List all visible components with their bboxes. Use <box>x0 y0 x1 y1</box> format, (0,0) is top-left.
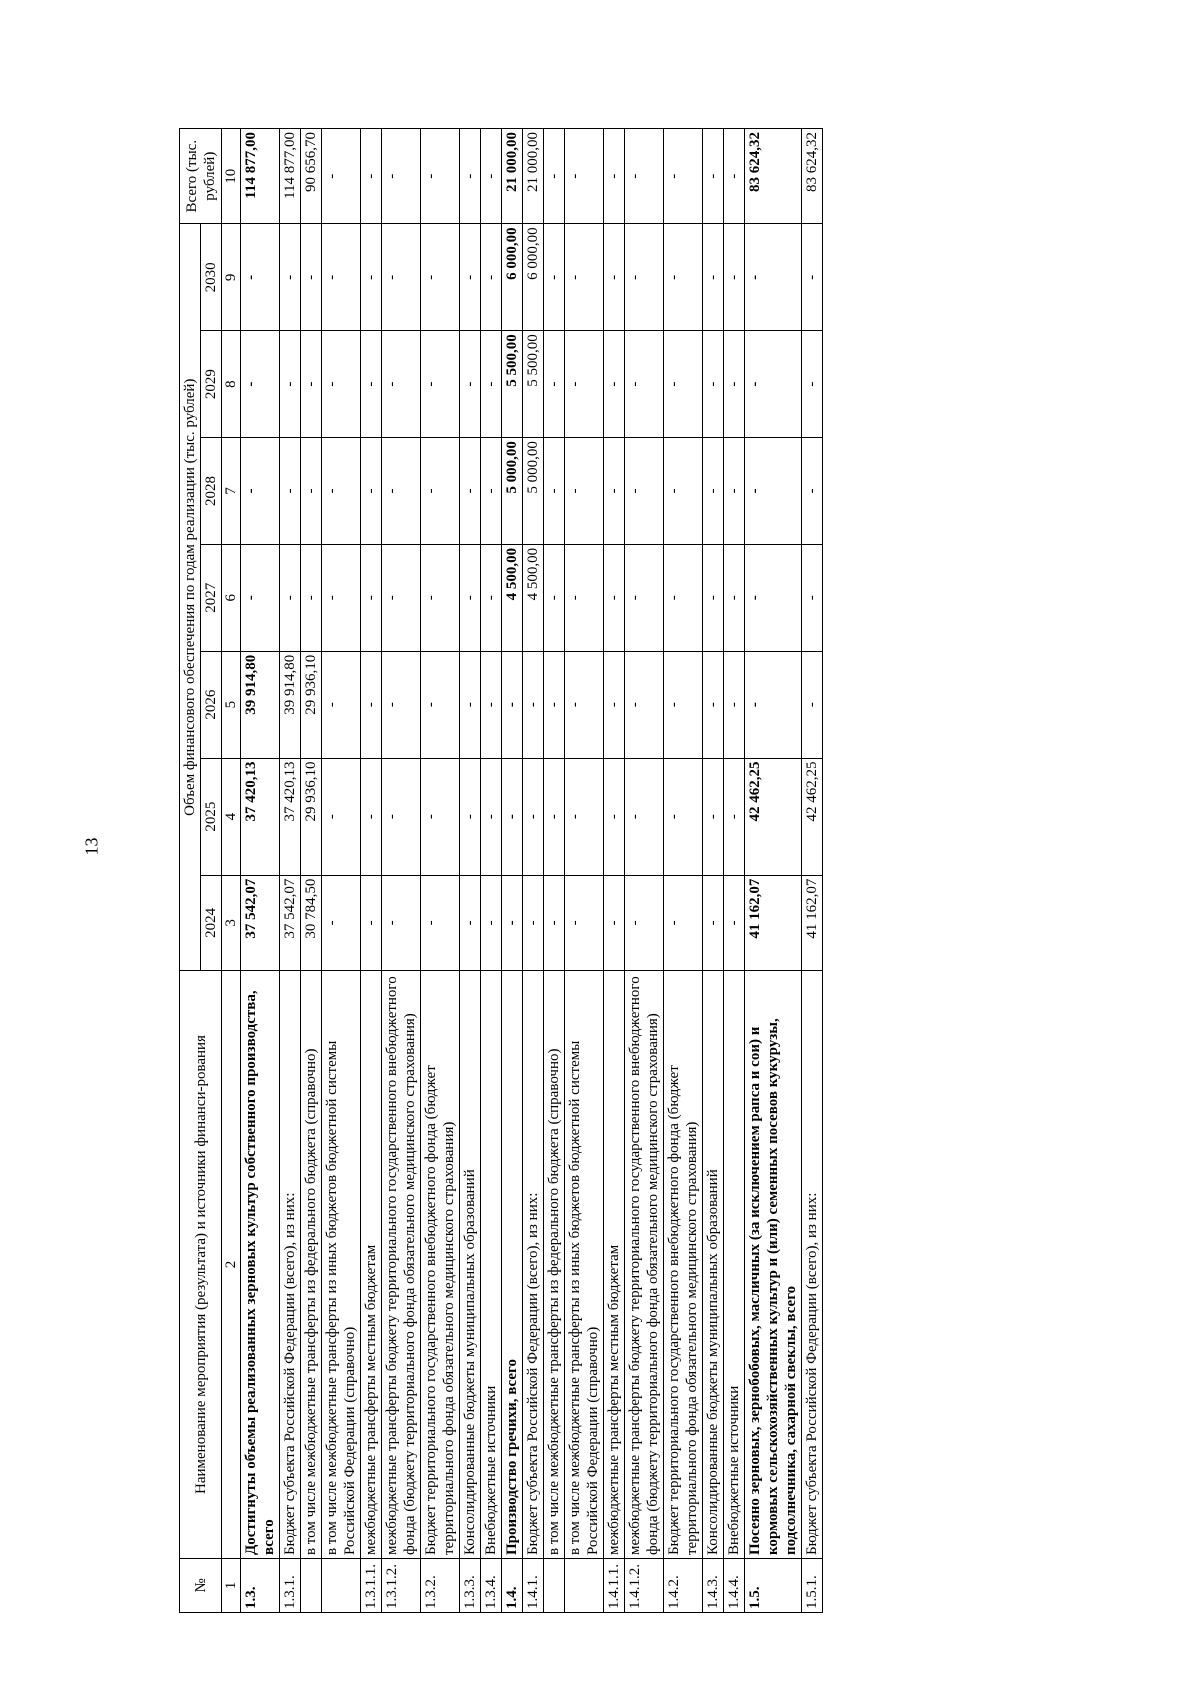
financing-table <box>179 128 823 1613</box>
row-value: - <box>322 331 361 438</box>
table-row <box>481 129 502 1613</box>
row-value: 37 542,07 <box>280 875 301 970</box>
row-value: - <box>481 544 502 651</box>
header-year: 2028 <box>201 438 222 545</box>
row-total: 90 656,70 <box>301 129 322 224</box>
row-value: - <box>724 758 745 875</box>
row-value: - <box>745 224 802 331</box>
row-value: - <box>460 331 481 438</box>
rotated-table-container <box>179 128 1061 1613</box>
column-index: 4 <box>222 758 241 875</box>
row-value: - <box>382 544 421 651</box>
row-value: - <box>361 544 382 651</box>
row-value: - <box>745 651 802 758</box>
header-year: 2029 <box>201 331 222 438</box>
row-total: - <box>664 129 703 224</box>
row-value: - <box>565 438 604 545</box>
row-value: - <box>565 651 604 758</box>
row-code: 1.3.4. <box>481 1559 502 1613</box>
header-year: 2025 <box>201 758 222 875</box>
row-value: - <box>241 331 280 438</box>
row-value: - <box>322 438 361 545</box>
row-value: - <box>460 758 481 875</box>
table-row <box>604 129 625 1613</box>
row-name: межбюджетные трансферты бюджету территориального государственного внебюджетного фонда (бюджету территориального фонда обязательного медицинского страхования) <box>382 970 421 1558</box>
row-value: 6 000,00 <box>502 224 523 331</box>
row-total: - <box>565 129 604 224</box>
table-body <box>241 129 823 1613</box>
row-total: 114 877,00 <box>280 129 301 224</box>
row-value: - <box>745 438 802 545</box>
row-value: - <box>280 224 301 331</box>
row-value: 41 162,07 <box>745 875 802 970</box>
column-index: 9 <box>222 224 241 331</box>
row-total: - <box>421 129 460 224</box>
row-value: - <box>280 331 301 438</box>
row-value: - <box>460 875 481 970</box>
row-value: - <box>301 438 322 545</box>
row-name: в том числе межбюджетные трансферты из федерального бюджета (справочно) <box>301 970 322 1558</box>
row-value: - <box>544 651 565 758</box>
row-code <box>301 1559 322 1613</box>
row-total: 21 000,00 <box>502 129 523 224</box>
row-code: 1.3. <box>241 1559 280 1613</box>
row-value: - <box>625 544 664 651</box>
row-value: - <box>703 544 724 651</box>
row-value: - <box>481 875 502 970</box>
row-value: - <box>322 758 361 875</box>
row-value: - <box>421 651 460 758</box>
row-value: - <box>565 544 604 651</box>
row-code: 1.3.1. <box>280 1559 301 1613</box>
row-value: 5 000,00 <box>523 438 544 545</box>
row-code <box>322 1559 361 1613</box>
row-value: - <box>460 544 481 651</box>
row-value: - <box>361 651 382 758</box>
row-value: 42 462,25 <box>802 758 823 875</box>
row-code: 1.4.1.1. <box>604 1559 625 1613</box>
row-name: Внебюджетные источники <box>724 970 745 1558</box>
row-value: - <box>664 544 703 651</box>
row-code <box>565 1559 604 1613</box>
row-value: - <box>241 544 280 651</box>
row-code: 1.4.1.2. <box>625 1559 664 1613</box>
row-code: 1.3.1.1. <box>361 1559 382 1613</box>
row-value: - <box>322 224 361 331</box>
row-value: - <box>565 224 604 331</box>
row-value: - <box>280 438 301 545</box>
table-row <box>502 129 523 1613</box>
row-name: Бюджет субъекта Российской Федерации (всего), из них: <box>280 970 301 1558</box>
row-value: - <box>664 438 703 545</box>
table-row <box>703 129 724 1613</box>
header-name: Наименование мероприятия (результата) и источники финанси-рования <box>180 970 222 1558</box>
row-value: 30 784,50 <box>301 875 322 970</box>
row-value: - <box>361 875 382 970</box>
header-row-column-index <box>222 129 241 1613</box>
row-value: - <box>361 224 382 331</box>
row-name: в том числе межбюджетные трансферты из федерального бюджета (справочно) <box>544 970 565 1558</box>
row-value: 6 000,00 <box>523 224 544 331</box>
row-code: 1.4. <box>502 1559 523 1613</box>
table-row <box>361 129 382 1613</box>
row-total: - <box>361 129 382 224</box>
row-value: - <box>802 438 823 545</box>
row-value: - <box>421 438 460 545</box>
table-row <box>802 129 823 1613</box>
row-value: 5 500,00 <box>502 331 523 438</box>
row-value: - <box>460 651 481 758</box>
table-row <box>421 129 460 1613</box>
row-value: - <box>502 651 523 758</box>
row-value: - <box>421 331 460 438</box>
row-value: - <box>361 438 382 545</box>
row-value: - <box>604 651 625 758</box>
row-value: - <box>322 875 361 970</box>
row-value: - <box>625 651 664 758</box>
row-value: - <box>322 544 361 651</box>
row-value: 4 500,00 <box>523 544 544 651</box>
column-index: 7 <box>222 438 241 545</box>
row-code: 1.3.1.2. <box>382 1559 421 1613</box>
row-name: межбюджетные трансферты местным бюджетам <box>361 970 382 1558</box>
column-index: 6 <box>222 544 241 651</box>
row-value: - <box>523 651 544 758</box>
row-value: - <box>724 651 745 758</box>
row-value: 5 000,00 <box>502 438 523 545</box>
row-value: - <box>604 224 625 331</box>
row-value: - <box>322 651 361 758</box>
table-row <box>664 129 703 1613</box>
table-row <box>301 129 322 1613</box>
row-total: 114 877,00 <box>241 129 280 224</box>
row-value: - <box>604 875 625 970</box>
row-name: межбюджетные трансферты бюджету территориального государственного внебюджетного фонда (бюджету территориального фонда обязательного медицинского страхования) <box>625 970 664 1558</box>
table-row <box>523 129 544 1613</box>
row-value: - <box>544 544 565 651</box>
row-value: - <box>382 331 421 438</box>
row-total: - <box>604 129 625 224</box>
row-value: - <box>460 224 481 331</box>
row-value: - <box>703 438 724 545</box>
table-row <box>460 129 481 1613</box>
row-name: межбюджетные трансферты местным бюджетам <box>604 970 625 1558</box>
row-value: - <box>745 544 802 651</box>
row-value: - <box>802 544 823 651</box>
row-value: - <box>724 875 745 970</box>
row-value: - <box>481 438 502 545</box>
row-value: - <box>301 544 322 651</box>
row-value: - <box>382 758 421 875</box>
row-code: 1.3.3. <box>460 1559 481 1613</box>
column-index: 3 <box>222 875 241 970</box>
row-value: - <box>280 544 301 651</box>
row-name: Достигнуты объемы реализованных зерновых культур собственного производства, всего <box>241 970 280 1558</box>
row-value: - <box>664 651 703 758</box>
header-volume: Объем финансового обеспечения по годам реализации (тыс. рублей) <box>180 224 201 971</box>
row-name: Внебюджетные источники <box>481 970 502 1558</box>
row-value: - <box>301 331 322 438</box>
row-value: - <box>481 758 502 875</box>
row-value: - <box>241 438 280 545</box>
row-value: 29 936,10 <box>301 758 322 875</box>
row-value: - <box>664 224 703 331</box>
row-value: - <box>703 651 724 758</box>
column-index: 2 <box>222 970 241 1558</box>
page-number: 13 <box>81 837 102 856</box>
row-value: - <box>604 438 625 545</box>
column-index: 10 <box>222 129 241 224</box>
row-code: 1.4.1. <box>523 1559 544 1613</box>
header-no: № <box>180 1559 222 1613</box>
row-code <box>544 1559 565 1613</box>
row-value: - <box>625 875 664 970</box>
row-total: - <box>322 129 361 224</box>
row-value: - <box>664 331 703 438</box>
row-value: 4 500,00 <box>502 544 523 651</box>
row-value: - <box>544 875 565 970</box>
row-value: 37 420,13 <box>241 758 280 875</box>
row-value: - <box>523 875 544 970</box>
row-value: - <box>544 438 565 545</box>
row-value: 39 914,80 <box>280 651 301 758</box>
column-index: 1 <box>222 1559 241 1613</box>
row-value: - <box>565 758 604 875</box>
row-value: 29 936,10 <box>301 651 322 758</box>
row-total: - <box>382 129 421 224</box>
row-name: Бюджет субъекта Российской Федерации (всего), из них: <box>523 970 544 1558</box>
row-name: в том числе межбюджетные трансферты из иных бюджетов бюджетной системы Российской Федерации (справочно) <box>322 970 361 1558</box>
row-value: - <box>625 224 664 331</box>
header-year: 2024 <box>201 875 222 970</box>
row-value: - <box>604 331 625 438</box>
row-total: - <box>481 129 502 224</box>
row-value: - <box>745 331 802 438</box>
header-year: 2027 <box>201 544 222 651</box>
row-value: - <box>421 875 460 970</box>
row-value: - <box>724 224 745 331</box>
header-row-1 <box>180 129 201 1613</box>
row-value: - <box>724 438 745 545</box>
row-name: Консолидированные бюджеты муниципальных образований <box>703 970 724 1558</box>
row-value: - <box>382 651 421 758</box>
row-value: - <box>382 875 421 970</box>
table-row <box>382 129 421 1613</box>
row-value: - <box>703 331 724 438</box>
row-value: - <box>241 224 280 331</box>
row-name: Бюджет субъекта Российской Федерации (всего), из них: <box>802 970 823 1558</box>
row-total: - <box>460 129 481 224</box>
header-total: Всего (тыс. рублей) <box>180 129 222 224</box>
row-code: 1.4.2. <box>664 1559 703 1613</box>
row-value: - <box>481 331 502 438</box>
row-value: - <box>703 875 724 970</box>
row-name: Посеяно зерновых, зернобобовых, масличных (за исключением рапса и сои) и кормовых сельскохозяйственных культур и (или) семенных посевов кукурузы, подсолнечника, сахарной свеклы, всего <box>745 970 802 1558</box>
column-index: 8 <box>222 331 241 438</box>
row-value: 41 162,07 <box>802 875 823 970</box>
row-value: - <box>460 438 481 545</box>
row-value: - <box>544 224 565 331</box>
row-value: 42 462,25 <box>745 758 802 875</box>
table-row <box>625 129 664 1613</box>
table-row <box>322 129 361 1613</box>
row-code: 1.4.4. <box>724 1559 745 1613</box>
row-value: - <box>523 758 544 875</box>
table-row <box>544 129 565 1613</box>
row-value: - <box>382 224 421 331</box>
row-value: - <box>625 758 664 875</box>
row-value: - <box>481 651 502 758</box>
row-total: - <box>703 129 724 224</box>
table-row <box>745 129 802 1613</box>
row-value: - <box>724 331 745 438</box>
row-value: - <box>421 758 460 875</box>
row-value: - <box>361 331 382 438</box>
row-value: - <box>625 438 664 545</box>
table-row <box>724 129 745 1613</box>
row-name: Бюджет территориального государственного внебюджетного фонда (бюджет территориального фонда обязательного медицинского страхования) <box>664 970 703 1558</box>
row-value: - <box>802 224 823 331</box>
row-value: - <box>481 224 502 331</box>
row-code: 1.4.3. <box>703 1559 724 1613</box>
row-name: Консолидированные бюджеты муниципальных образований <box>460 970 481 1558</box>
row-total: 83 624,32 <box>802 129 823 224</box>
row-value: - <box>565 331 604 438</box>
row-total: - <box>724 129 745 224</box>
row-total: 21 000,00 <box>523 129 544 224</box>
column-index: 5 <box>222 651 241 758</box>
row-code: 1.3.2. <box>421 1559 460 1613</box>
row-value: - <box>604 758 625 875</box>
row-value: - <box>544 758 565 875</box>
row-total: 83 624,32 <box>745 129 802 224</box>
row-value: - <box>802 651 823 758</box>
row-value: - <box>664 875 703 970</box>
row-value: - <box>301 224 322 331</box>
row-value: - <box>421 224 460 331</box>
row-value: - <box>421 544 460 651</box>
row-value: 37 420,13 <box>280 758 301 875</box>
row-total: - <box>544 129 565 224</box>
row-value: - <box>502 875 523 970</box>
row-name: в том числе межбюджетные трансферты из иных бюджетов бюджетной системы Российской Федерации (справочно) <box>565 970 604 1558</box>
row-value: - <box>361 758 382 875</box>
row-total: - <box>625 129 664 224</box>
row-value: - <box>703 224 724 331</box>
row-value: 37 542,07 <box>241 875 280 970</box>
row-value: - <box>703 758 724 875</box>
row-value: - <box>664 758 703 875</box>
row-value: - <box>802 331 823 438</box>
table-row <box>565 129 604 1613</box>
row-code: 1.5. <box>745 1559 802 1613</box>
row-value: - <box>565 875 604 970</box>
header-year: 2026 <box>201 651 222 758</box>
header-year: 2030 <box>201 224 222 331</box>
row-value: - <box>604 544 625 651</box>
table-row <box>241 129 280 1613</box>
row-value: 39 914,80 <box>241 651 280 758</box>
row-name: Бюджет территориального государственного внебюджетного фонда (бюджет территориального фонда обязательного медицинского страхования) <box>421 970 460 1558</box>
row-name: Производство гречихи, всего <box>502 970 523 1558</box>
row-value: 5 500,00 <box>523 331 544 438</box>
row-value: - <box>544 331 565 438</box>
table-row <box>280 129 301 1613</box>
row-value: - <box>502 758 523 875</box>
row-value: - <box>625 331 664 438</box>
row-value: - <box>382 438 421 545</box>
row-value: - <box>724 544 745 651</box>
row-code: 1.5.1. <box>802 1559 823 1613</box>
